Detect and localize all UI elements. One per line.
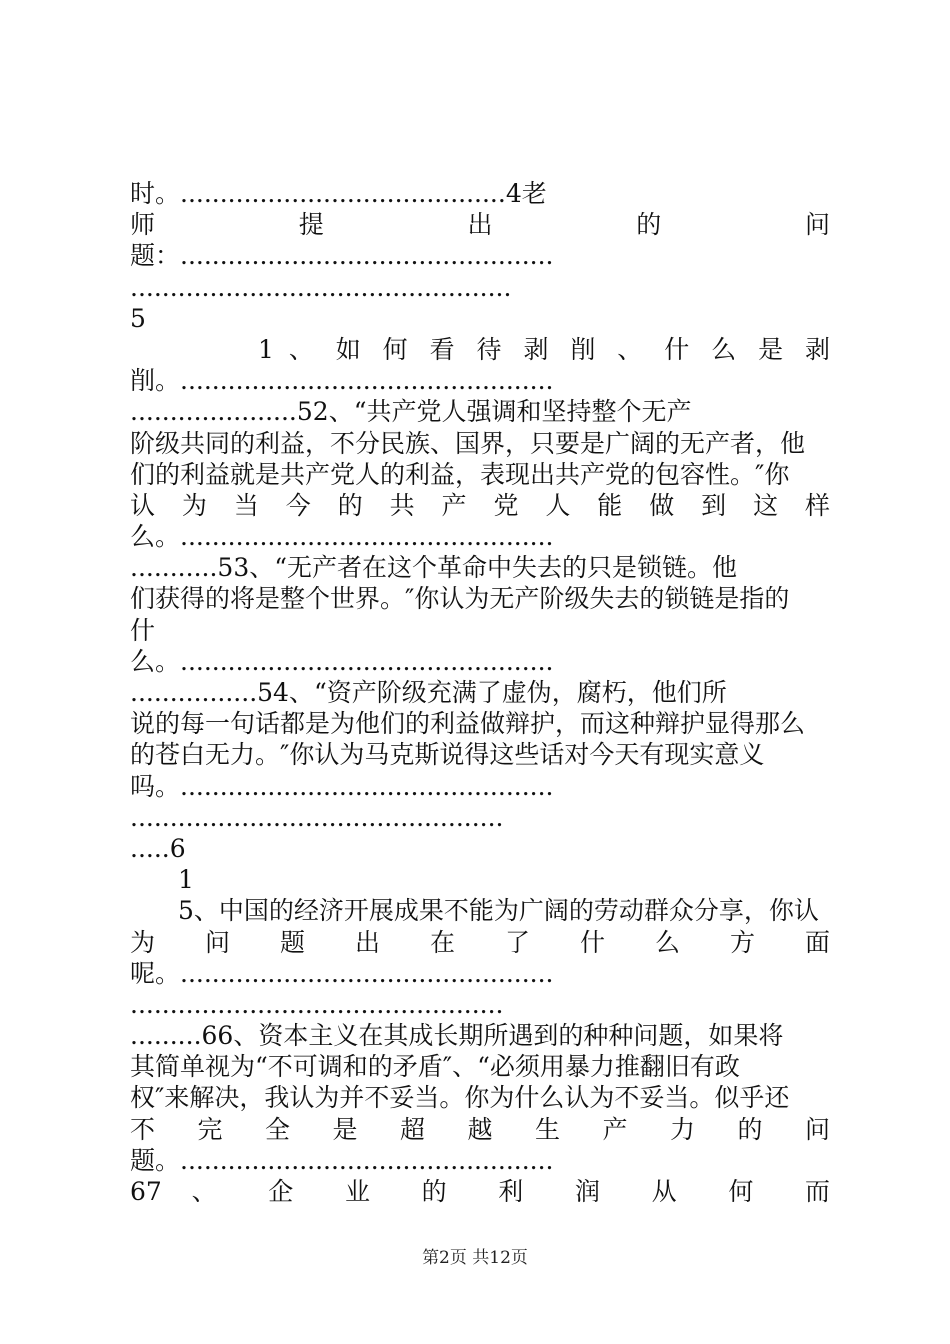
text-line: 师 提 出 的 问 <box>130 210 830 240</box>
text-line: 么。............................................... <box>130 522 554 552</box>
text-line: 说的每一句话都是为他们的利益做辩护，而这种辩护显得那么 <box>130 709 806 739</box>
text-line: 权″来解决，我认为并不妥当。你为什么认为不妥当。似乎还 <box>130 1083 790 1113</box>
text-line: 们获得的将是整个世界。″你认为无产阶级失去的锁链是指的 <box>130 584 790 614</box>
page-footer: 第2页 共12页 <box>422 1248 528 1268</box>
text-line: .....6 <box>130 833 186 863</box>
text-line: 1 <box>178 865 194 895</box>
text-line: .........66、资本主义在其成长期所遇到的种种问题，如果将 <box>130 1021 784 1051</box>
text-line: 1 、 如 何 看 待 剥 削 、 什 么 是 剥 <box>258 334 830 364</box>
text-line: 削。............................................... <box>130 366 554 396</box>
text-line: ...........53、“无产者在这个革命中失去的只是锁链。他 <box>130 553 738 583</box>
text-line: 5 <box>130 303 146 333</box>
text-line: 呢。............................................... <box>130 958 554 988</box>
body-text <box>130 178 830 1207</box>
text-line: 什 <box>130 615 156 645</box>
text-line: 时。.........................................4老 <box>130 179 547 208</box>
text-line: ................54、“资产阶级充满了虚伪，腐朽，他们所 <box>130 678 727 707</box>
text-line: 们的利益就是共产党人的利益，表现出共产党的包容性。″你 <box>130 459 790 489</box>
text-line: 5、中国的经济开展成果不能为广阔的劳动群众分享，你认 <box>178 896 819 926</box>
text-line: 的苍白无力。″你认为马克斯说得这些话对今天有现实意义 <box>130 740 765 770</box>
text-line: 为 问 题 出 在 了 什 么 方 面 <box>130 927 830 957</box>
text-line: ............................................... <box>130 802 504 832</box>
text-line: 67 、 企 业 的 利 润 从 何 而 <box>130 1177 830 1206</box>
text-line: 吗。............................................... <box>130 771 554 801</box>
text-line: 阶级共同的利益，不分民族、国界，只要是广阔的无产者，他 <box>130 428 806 458</box>
text-line: 认 为 当 今 的 共 产 党 人 能 做 到 这 样 <box>130 490 830 520</box>
text-line: 其简单视为“不可调和的矛盾″、“必须用暴力推翻旧有政 <box>130 1052 740 1082</box>
text-line: .....................52、“共产党人强调和坚持整个无产 <box>130 397 692 427</box>
text-line: 么。............................................... <box>130 646 554 676</box>
text-line: 题：............................................... <box>130 241 554 271</box>
text-line: ................................................ <box>130 272 512 302</box>
text-line: 题。............................................... <box>130 1145 554 1175</box>
text-line: 不 完 全 是 超 越 生 产 力 的 问 <box>130 1114 830 1144</box>
text-line: ............................................... <box>130 989 504 1019</box>
